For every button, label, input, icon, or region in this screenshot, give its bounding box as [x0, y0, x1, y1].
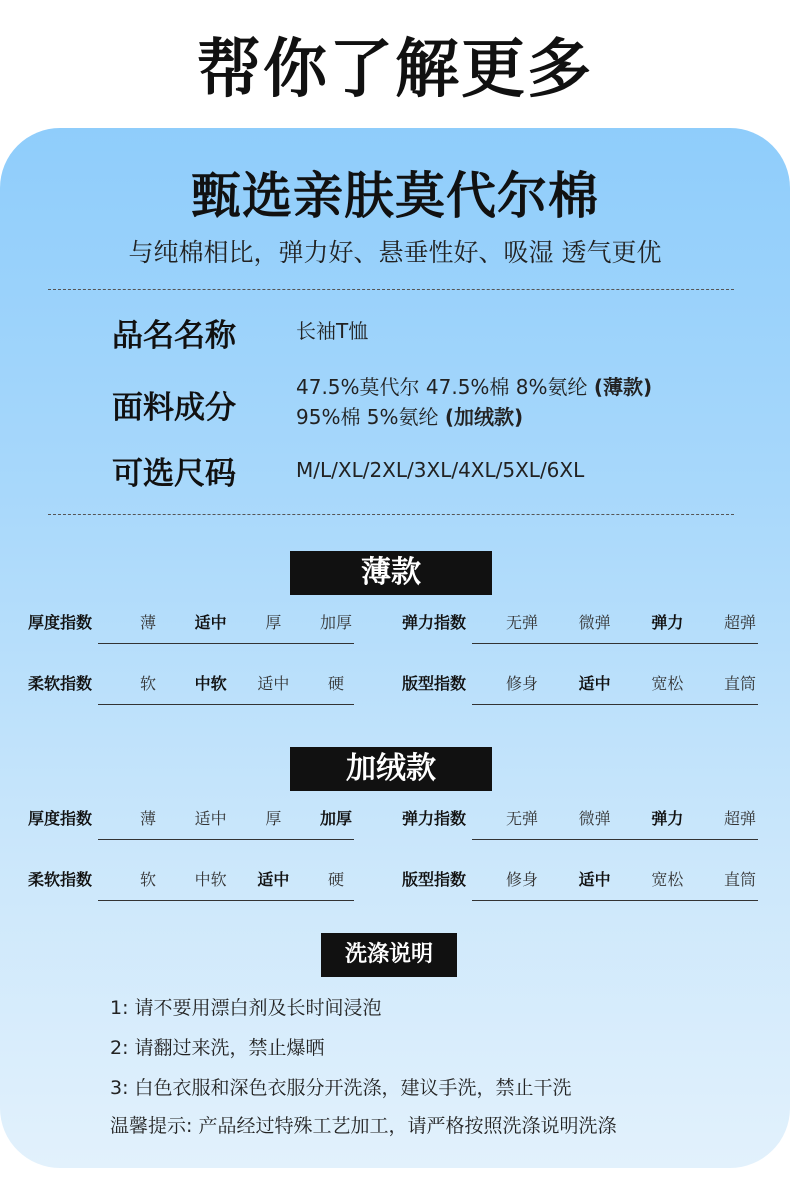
scale-line	[472, 643, 758, 644]
page-title: 帮你了解更多	[197, 33, 593, 107]
scale-option: 微弹	[578, 809, 611, 828]
scale-fleece-elasticity	[402, 806, 762, 840]
divider-bottom	[48, 514, 734, 515]
scale-option: 无弹	[505, 613, 539, 632]
size-value: M/L/XL/2XL/3XL/4XL/5XL/6XL	[296, 458, 585, 482]
scale-thin-thickness	[28, 610, 358, 644]
scale-option: 适中	[257, 674, 290, 693]
scale-option: 硬	[327, 674, 345, 693]
section-title-fleece: 加绒款	[290, 747, 492, 791]
wash-title: 洗涤说明	[321, 933, 457, 977]
scale-option: 适中	[257, 870, 290, 889]
scale-option: 薄	[139, 809, 157, 828]
scale-option: 超弹	[723, 613, 757, 632]
product-name-value: 长袖T恤	[296, 319, 369, 343]
scale-label: 柔软指数	[28, 674, 93, 693]
scale-option: 硬	[327, 870, 345, 889]
scale-line	[98, 643, 354, 644]
wash-line-3: 3: 白色衣服和深色衣服分开洗涤，建议手洗，禁止干洗	[110, 1077, 572, 1099]
scale-line	[98, 839, 354, 840]
subheading: 与纯棉相比，弹力好、悬垂性好、吸湿 透气更优	[128, 238, 662, 267]
scale-label: 弹力指数	[402, 613, 467, 632]
wash-line-1: 1: 请不要用漂白剂及长时间浸泡	[110, 997, 382, 1019]
scale-option: 中软	[194, 674, 227, 693]
fabric-line-2-tag: (加绒款)	[444, 405, 524, 429]
fabric-value	[296, 372, 652, 432]
scale-option: 适中	[578, 870, 611, 889]
wash-line-2: 2: 请翻过来洗，禁止爆晒	[110, 1037, 325, 1059]
scale-line	[472, 900, 758, 901]
scale-thin-softness	[28, 671, 358, 705]
scale-fleece-thickness	[28, 806, 358, 840]
fabric-line-2: 95%棉 5%氨纶	[296, 405, 445, 429]
scale-option: 微弹	[578, 613, 611, 632]
scale-option: 弹力	[651, 809, 684, 828]
scale-option: 修身	[505, 674, 539, 693]
section-title-thin: 薄款	[290, 551, 492, 595]
scale-option: 超弹	[723, 809, 757, 828]
scale-option: 弹力	[651, 613, 684, 632]
scale-option: 软	[139, 870, 157, 889]
size-label: 可选尺码	[112, 456, 236, 492]
scale-option: 中软	[194, 870, 227, 889]
product-name-label: 品名名称	[112, 318, 236, 354]
scale-option: 适中	[194, 613, 227, 632]
scale-option: 厚	[265, 809, 282, 828]
scale-fleece-fit	[402, 867, 762, 901]
product-info-panel	[0, 128, 790, 1168]
scale-option: 薄	[139, 613, 157, 632]
scale-option: 适中	[194, 809, 227, 828]
scale-option: 宽松	[651, 870, 684, 889]
scale-option: 加厚	[319, 613, 353, 632]
scale-thin-fit	[402, 671, 762, 705]
scale-line	[98, 704, 354, 705]
fabric-line-1: 47.5%莫代尔 47.5%棉 8%氨纶	[296, 375, 594, 399]
scale-label: 版型指数	[402, 674, 467, 693]
scale-option: 厚	[265, 613, 282, 632]
scale-option: 软	[139, 674, 157, 693]
scale-line	[472, 704, 758, 705]
scale-label: 厚度指数	[28, 809, 93, 828]
main-heading: 甄选亲肤莫代尔棉	[191, 167, 599, 225]
scale-label: 弹力指数	[402, 809, 467, 828]
wash-tip: 温馨提示: 产品经过特殊工艺加工，请严格按照洗涤说明洗涤	[110, 1115, 617, 1137]
fabric-line-1-tag: (薄款)	[593, 375, 653, 399]
scale-option: 直筒	[723, 870, 757, 889]
scale-option: 加厚	[319, 809, 353, 828]
scale-option: 宽松	[651, 674, 684, 693]
scale-line	[98, 900, 354, 901]
divider-top	[48, 289, 734, 290]
scale-label: 厚度指数	[28, 613, 93, 632]
scale-label: 版型指数	[402, 870, 467, 889]
scale-line	[472, 839, 758, 840]
scale-option: 直筒	[723, 674, 757, 693]
fabric-label: 面料成分	[112, 390, 236, 426]
scale-option: 修身	[505, 870, 539, 889]
scale-option: 无弹	[505, 809, 539, 828]
scale-option: 适中	[578, 674, 611, 693]
scale-label: 柔软指数	[28, 870, 93, 889]
scale-fleece-softness	[28, 867, 358, 901]
scale-thin-elasticity	[402, 610, 762, 644]
